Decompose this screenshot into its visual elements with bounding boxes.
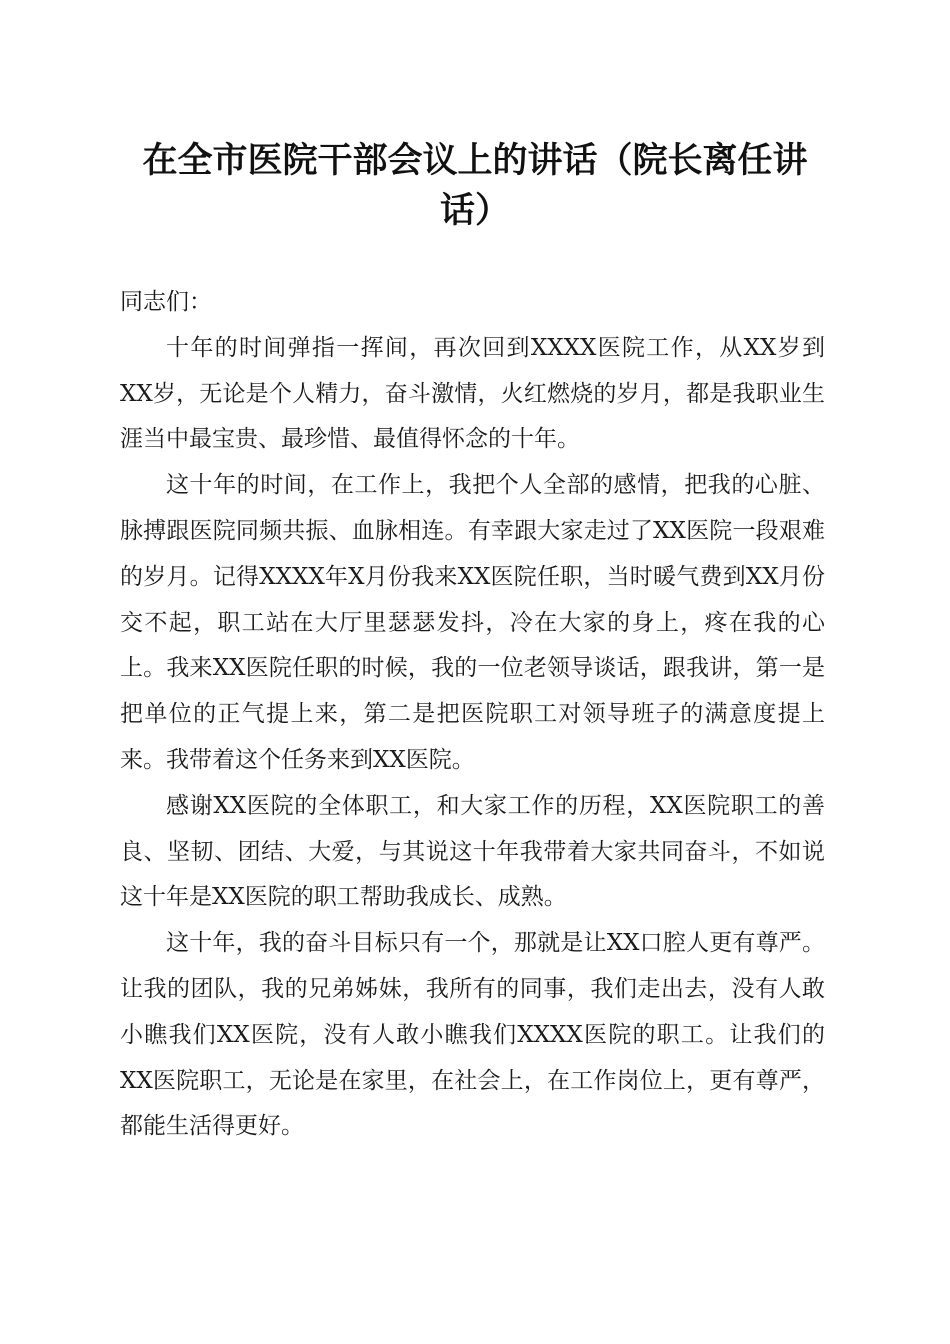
paragraph-2: 这十年的时间，在工作上，我把个人全部的感情，把我的心脏、脉搏跟医院同频共振、血脉相连。有幸跟大家走过了XX医院一段艰难的岁月。记得XXXX年X月份我来XX医院任职，当时暖气费到XX月份交不起，职工站在大厅里瑟瑟发抖，冷在大家的身上，疼在我的心上。我来XX医院任职的时候，我的一位老领导谈话，跟我讲，第一是把单位的正气提上来，第二是把医院职工对领导班子的满意度提上来。我带着这个任务来到XX医院。 (120, 472, 825, 773)
paragraph-3: 感谢XX医院的全体职工，和大家工作的历程，XX医院职工的善良、坚韧、团结、大爱，与其说这十年我带着大家共同奋斗，不如说这十年是XX医院的职工帮助我成长、成熟。 (120, 792, 825, 911)
document-body (120, 280, 825, 1150)
paragraph-4: 这十年，我的奋斗目标只有一个，那就是让XX口腔人更有尊严。让我的团队，我的兄弟姊妹，我所有的同事，我们走出去，没有人敢小瞧我们XX医院，没有人敢小瞧我们XXXX医院的职工。让我们的XX医院职工，无论是在家里，在社会上，在工作岗位上，更有尊严，都能生活得更好。 (120, 930, 825, 1140)
document-title: 在全市医院干部会议上的讲话（院长离任讲话） (142, 140, 808, 231)
salutation: 同志们： (120, 289, 212, 315)
paragraph-1: 十年的时间弹指一挥间，再次回到XXXX医院工作，从XX岁到XX岁，无论是个人精力，奋斗激情，火红燃烧的岁月，都是我职业生涯当中最宝贵、最珍惜、最值得怀念的十年。 (120, 334, 825, 453)
